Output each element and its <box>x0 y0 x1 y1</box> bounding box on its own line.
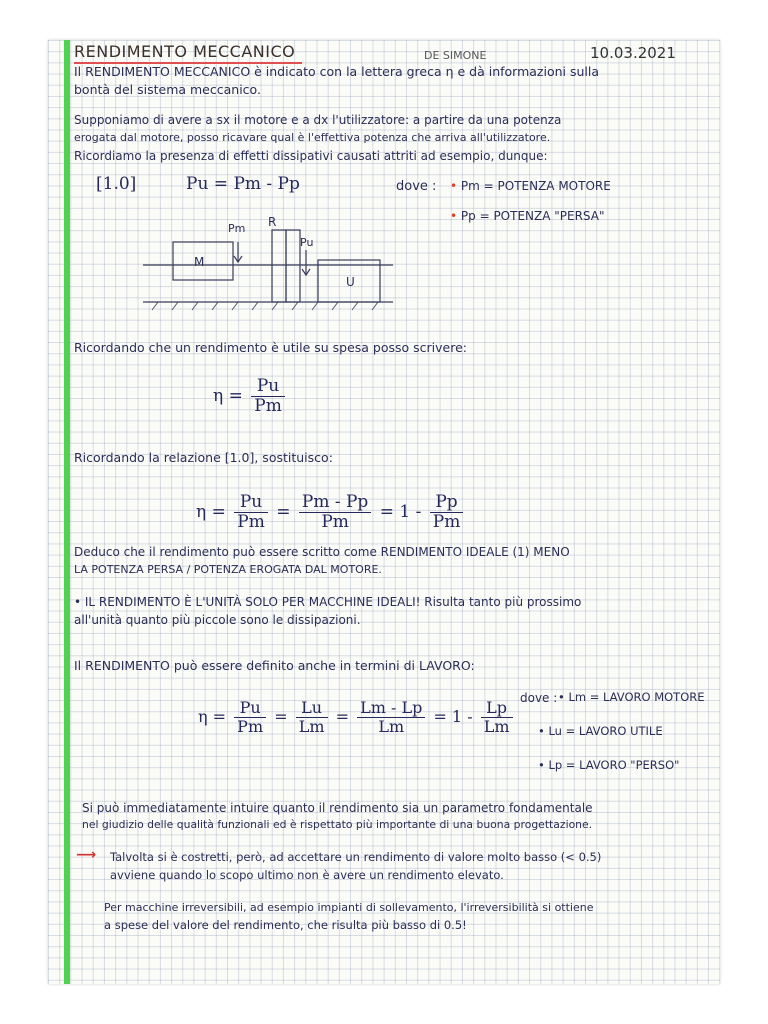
final-line-2: nel giudizio delle qualità funzionali ed è rispettato più importante di una buona progettazione. <box>82 818 593 831</box>
eq1-formula: Pu = Pm - Pp <box>186 174 300 194</box>
final-line-1: Si può immediatamente intuire quanto il rendimento sia un parametro fondamentale <box>82 801 593 815</box>
eq2 <box>213 378 288 415</box>
eq4-mid: = 1 - <box>433 707 473 726</box>
deduce-line-1: Deduco che il rendimento può essere scritto come RENDIMENTO IDEALE (1) MENO <box>74 545 570 559</box>
eq1-def-pm <box>450 180 611 192</box>
label-m: M <box>194 255 205 269</box>
eq4-f3-den: Lm <box>378 717 405 736</box>
motor-load-diagram <box>128 210 408 320</box>
eq4-f4-den: Lm <box>483 717 510 736</box>
eq1-def-pp <box>450 210 605 222</box>
eq3-f1-num: Pu <box>234 494 268 513</box>
def-pp-text: Pp = POTENZA "PERSA" <box>460 209 605 223</box>
eq4-frac-1 <box>234 700 266 735</box>
eq3-frac-2 <box>299 494 371 531</box>
eq3-f2-den: Pm <box>321 512 349 532</box>
eq3-frac-1 <box>234 494 268 531</box>
yield-line: Ricordando che un rendimento è utile su spesa posso scrivere: <box>74 340 468 355</box>
note1-line-1: • IL RENDIMENTO È L'UNITÀ SOLO PER MACCHINE IDEALI! Risulta tanto più prossimo <box>74 595 582 609</box>
reducer-block-left <box>272 230 286 302</box>
author-name: DE SIMONE <box>424 49 487 62</box>
work-def-lp: • Lp = LAVORO "PERSO" <box>538 758 680 772</box>
work-where: dove : <box>520 691 558 705</box>
eq4-f2-den: Lm <box>298 717 325 736</box>
eq2-lhs: η = <box>213 386 243 406</box>
eq4-f1-den: Pm <box>237 717 264 736</box>
eq3-mid: = 1 - <box>379 502 422 522</box>
eq4-f3-num: Lm - Lp <box>357 700 425 718</box>
eq3 <box>196 494 466 531</box>
eq2-den: Pm <box>254 396 282 416</box>
date: 10.03.2021 <box>590 44 676 62</box>
eq4-lhs: η = <box>198 707 227 726</box>
bullet-icon: • <box>450 179 461 193</box>
eq4 <box>198 700 516 735</box>
bullet-icon: • <box>450 209 461 223</box>
irrev-line-2: a spese del valore del rendimento, che risulta più basso di 0.5! <box>104 918 467 932</box>
eq4-f2-num: Lu <box>296 700 328 718</box>
eq4-equals-2: = <box>335 707 349 726</box>
para1-line-1: Supponiamo di avere a sx il motore e a dx l'utilizzatore: a partire da una potenza <box>74 113 562 127</box>
eq3-f1-den: Pm <box>237 512 265 532</box>
deduce-line-2: LA POTENZA PERSA / POTENZA EROGATA DAL MOTORE. <box>74 563 382 576</box>
arrow-note-line-1: Talvolta si è costretti, però, ad accettare un rendimento di valore molto basso (< 0.5) <box>110 850 602 864</box>
label-r: R <box>268 215 277 229</box>
label-pm: Pm <box>228 222 246 235</box>
eq4-frac-4 <box>481 700 513 735</box>
reducer-block-right <box>286 230 300 302</box>
eq3-frac-3 <box>430 494 464 531</box>
work-line: Il RENDIMENTO può essere definito anche in termini di LAVORO: <box>74 658 475 673</box>
para1-line-3: Ricordiamo la presenza di effetti dissipativi causati attriti ad esempio, dunque: <box>74 149 548 163</box>
intro-line-1: Il RENDIMENTO MECCANICO è indicato con la lettera greca η e dà informazioni sulla <box>74 64 600 79</box>
arrow-note-line-2: avviene quando lo scopo ultimo non è avere un rendimento elevato. <box>110 868 504 882</box>
intro-line-2: bontà del sistema meccanico. <box>74 82 261 97</box>
para1-line-2: erogata dal motore, posso ricavare qual è l'effettiva potenza che arriva all'utilizzatore. <box>74 131 551 144</box>
work-def-lu: • Lu = LAVORO UTILE <box>538 724 663 738</box>
def-pm-text: Pm = POTENZA MOTORE <box>460 179 611 193</box>
eq3-f3-den: Pm <box>432 512 461 532</box>
eq1-where: dove : <box>396 179 437 194</box>
note1-line-2: all'unità quanto più piccole sono le dissipazioni. <box>74 613 361 627</box>
eq3-f2-num: Pm - Pp <box>299 494 371 513</box>
margin-line <box>64 40 70 984</box>
red-arrow-icon: ⟶ <box>76 847 97 863</box>
eq2-num: Pu <box>251 378 285 397</box>
eq4-equals-1: = <box>274 707 288 726</box>
eq4-frac-2 <box>296 700 328 735</box>
eq3-equals: = <box>276 502 291 522</box>
irrev-line-1: Per macchine irreversibili, ad esempio impianti di sollevamento, l'irreversibilità si ottiene <box>104 901 594 914</box>
eq1-tag: [1.0] <box>96 174 137 194</box>
eq2-fraction <box>251 378 285 415</box>
label-pu: Pu <box>300 236 314 249</box>
work-def-lm: • Lm = LAVORO MOTORE <box>558 690 705 704</box>
eq4-f1-num: Pu <box>234 700 266 718</box>
eq3-lhs: η = <box>196 502 226 522</box>
eq3-f3-num: Pp <box>430 494 464 513</box>
page-title: RENDIMENTO MECCANICO <box>74 42 296 61</box>
eq4-f4-num: Lp <box>481 700 513 718</box>
eq4-frac-3 <box>357 700 425 735</box>
label-u: U <box>346 275 355 289</box>
relation-line: Ricordando la relazione [1.0], sostituisco: <box>74 450 333 465</box>
notebook-page <box>48 40 720 984</box>
